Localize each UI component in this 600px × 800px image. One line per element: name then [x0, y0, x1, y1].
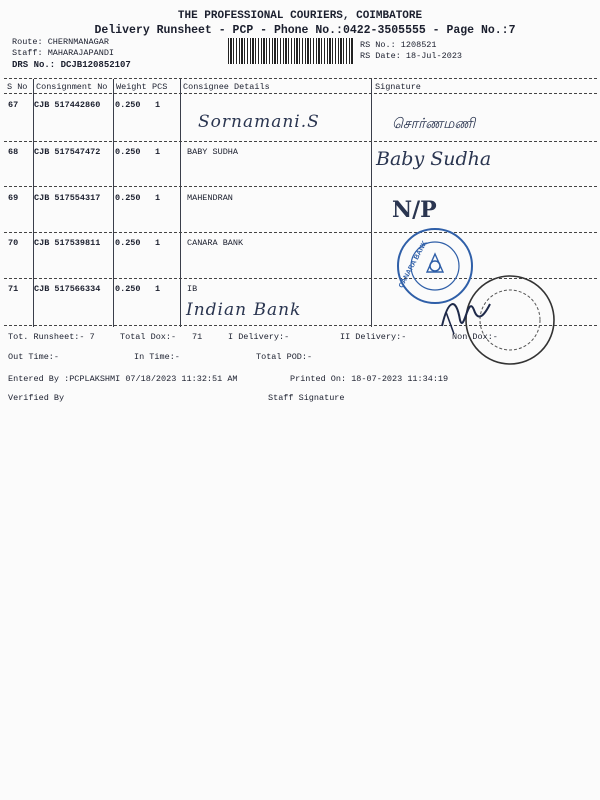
total-runsheet: Tot. Runsheet:- 7 — [8, 332, 95, 342]
col-header-weight: Weight — [116, 82, 147, 92]
table-top-line — [4, 78, 597, 79]
row-consignment: CJB 517566334 — [34, 284, 101, 294]
in-time: In Time:- — [134, 352, 180, 362]
total-dox-label: Total Dox:- — [120, 332, 177, 342]
col-header-signature: Signature — [375, 82, 421, 92]
row-pcs: 1 — [155, 100, 161, 110]
col-divider — [180, 79, 181, 327]
row-pcs: 1 — [155, 193, 161, 203]
total-dox-value: 71 — [192, 332, 203, 342]
row-consignment: CJB 517554317 — [34, 193, 101, 203]
printed-on: Printed On: 18-07-2023 11:34:19 — [290, 374, 449, 384]
col-header-consignment: Consignment No — [36, 82, 108, 92]
signature: சொர்ணமணி — [392, 116, 476, 132]
col-header-sno: S No — [7, 82, 28, 92]
rs-number: RS No.: 1208521 — [360, 40, 437, 50]
route-label: Route: CHERNMANAGAR — [12, 37, 109, 47]
staff-signature: Staff Signature — [268, 393, 345, 403]
ii-delivery: II Delivery:- — [340, 332, 407, 342]
row-weight: 0.250 — [115, 193, 141, 203]
out-time: Out Time:- — [8, 352, 60, 362]
row-weight: 0.250 — [115, 238, 141, 248]
row-consignment: CJB 517442860 — [34, 100, 101, 110]
row-consignee: IB — [187, 284, 198, 294]
row-pcs: 1 — [155, 284, 161, 294]
row-consignment: CJB 517547472 — [34, 147, 101, 157]
signature: N/P — [392, 197, 437, 223]
col-header-consignee: Consignee Details — [183, 82, 270, 92]
stamp-text: CANARA BANK — [398, 239, 429, 290]
row-pcs: 1 — [155, 147, 161, 157]
row-separator — [4, 232, 597, 233]
col-header-pcs: PCS — [152, 82, 168, 92]
barcode — [228, 38, 354, 64]
row-consignee: CANARA BANK — [187, 238, 244, 248]
row-sno: 67 — [8, 100, 19, 110]
row-weight: 0.250 — [115, 147, 141, 157]
row-separator — [4, 141, 597, 142]
row-separator — [4, 186, 597, 187]
i-delivery: I Delivery:- — [228, 332, 290, 342]
col-divider — [371, 79, 372, 327]
handwritten-consignee: Indian Bank — [186, 300, 302, 320]
row-sno: 70 — [8, 238, 19, 248]
signature: Baby Sudha — [376, 148, 492, 170]
rs-date: RS Date: 18-Jul-2023 — [360, 51, 463, 61]
row-pcs: 1 — [155, 238, 161, 248]
staff-label: Staff: MAHARAJAPANDI — [12, 48, 115, 58]
company-title: THE PROFESSIONAL COURIERS, COIMBATORE — [177, 10, 423, 22]
row-consignment: CJB 517539811 — [34, 238, 101, 248]
runsheet-subtitle: Delivery Runsheet - PCP - Phone No.:0422-3505555 - Page No.:7 — [94, 24, 516, 37]
row-sno: 71 — [8, 284, 19, 294]
header-separator — [4, 93, 597, 94]
row-sno: 68 — [8, 147, 19, 157]
handwritten-consignee: Sornamani.S — [198, 112, 320, 132]
row-weight: 0.250 — [115, 100, 141, 110]
row-weight: 0.250 — [115, 284, 141, 294]
non-dox: Non Dox:- — [452, 332, 498, 342]
row-consignee: BABY SUDHA — [187, 147, 239, 157]
drs-number: DRS No.: DCJB120852107 — [12, 60, 131, 70]
row-sno: 69 — [8, 193, 19, 203]
verified-by: Verified By — [8, 393, 65, 403]
total-pod: Total POD:- — [256, 352, 313, 362]
row-consignee: MAHENDRAN — [187, 193, 233, 203]
col-divider — [113, 79, 114, 327]
entered-by: Entered By :PCPLAKSHMI 07/18/2023 11:32:51 AM — [8, 374, 238, 384]
